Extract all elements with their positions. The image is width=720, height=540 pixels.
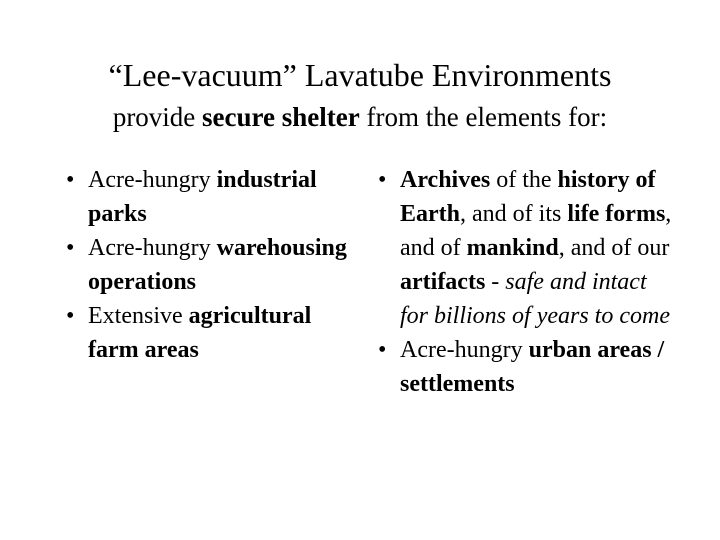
item-text: , and of its [460,201,568,227]
item-text: - [485,269,506,295]
slide-subtitle [0,100,720,134]
item-text: , and of [400,201,672,261]
title-quoted-term: “Lee-vacuum” [108,57,297,93]
item-text: , and of our [558,235,670,261]
item-emphasis: urban areas / settlements [400,337,665,397]
item-emphasis: Archives [400,167,491,193]
item-text: Acre-hungry [400,337,529,363]
bullet-icon: • [66,167,75,193]
bullet-icon: • [378,337,387,363]
list-item [60,231,360,299]
item-emphasis: life forms [567,201,666,227]
list-item [60,299,360,367]
item-emphasis: history of Earth [400,167,656,227]
slide-title [0,55,720,95]
list-item [372,333,672,401]
item-emphasis: agricultural farm areas [88,303,312,363]
item-emphasis: industrial parks [88,167,317,227]
left-column [60,163,360,367]
item-text: Extensive [88,303,189,329]
item-text: Acre-hungry [88,235,217,261]
title-rest: Lavatube Environments [296,57,612,93]
item-text: Acre-hungry [88,167,217,193]
item-emphasis: warehousing operations [88,235,347,295]
list-item [372,163,672,333]
left-bullet-list [60,163,360,367]
item-emphasis: mankind [466,235,559,261]
item-emphasis: artifacts [400,269,486,295]
item-italic: safe and intact for billions of years to come [400,269,670,329]
item-text: of the [490,167,558,193]
bullet-icon: • [66,303,75,329]
bullet-icon: • [66,235,75,261]
subtitle-part-a: provide [112,102,203,132]
subtitle-part-c: from the elements for: [359,102,608,132]
list-item [60,163,360,231]
bullet-icon: • [378,167,387,193]
subtitle-emphasis: secure shelter [202,102,360,132]
right-column [372,163,672,401]
right-bullet-list [372,163,672,401]
